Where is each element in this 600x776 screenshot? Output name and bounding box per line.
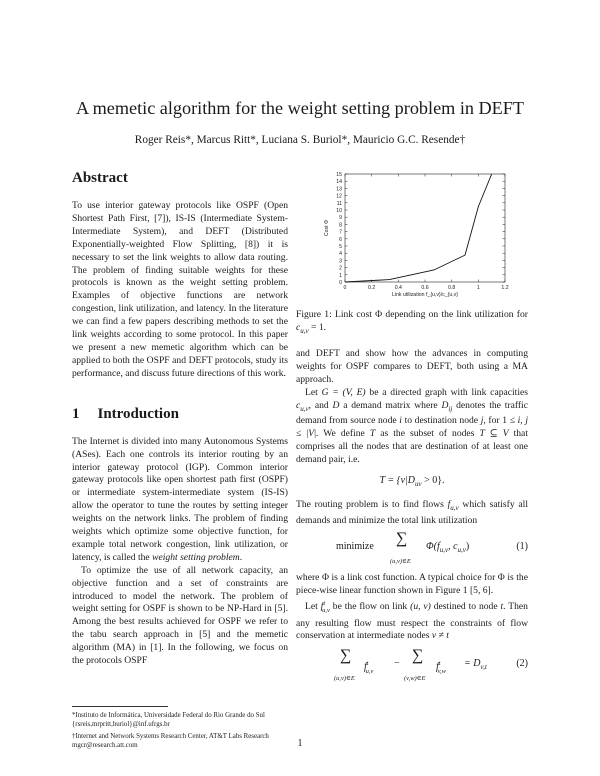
- y-tick-label: 2: [339, 265, 342, 272]
- figure-1: [300, 166, 528, 306]
- math-c: c: [296, 399, 301, 411]
- footnote-rule: [72, 706, 168, 707]
- eq1-minimize: minimize: [336, 540, 374, 552]
- t: Let: [305, 386, 322, 398]
- left-column: [72, 170, 288, 668]
- figure-caption: [296, 309, 528, 338]
- eq2-D-sub: v,t: [480, 663, 487, 672]
- y-tick-label: 7: [339, 229, 342, 236]
- caption-var: c: [296, 321, 301, 333]
- eq2-sum-1: ∑: [340, 647, 352, 665]
- y-tick-label: 1: [339, 272, 342, 279]
- eq2-sum-sub-2: (v,w)∈E: [404, 675, 426, 683]
- section-heading-introduction: [72, 405, 288, 423]
- right-paragraph-4: where Φ is a link cost function. A typical choice for Φ is the piece-wise linear function shown in Figure 1 [5, 6].: [296, 571, 528, 596]
- eq2-f2-sub: v,w: [437, 667, 446, 675]
- x-axis-label: Link utilization f_{u,v}/c_{u,v}: [391, 292, 459, 298]
- math-D: D: [332, 399, 340, 411]
- right-paragraph-2: [296, 387, 528, 467]
- footnote-1: *Instituto de Informática, Universidade Federal do Rio Grande do Sul {rsreis,mrpritt,buriol}@inf.ufrgs.br: [72, 712, 265, 729]
- math-sub: u,v: [300, 404, 309, 413]
- t: be the flow on link: [329, 600, 411, 612]
- t: |. We define: [314, 428, 370, 440]
- math-f: f: [447, 498, 451, 510]
- math-i: i: [399, 415, 402, 427]
- math-vt: v ≠ t: [431, 630, 449, 642]
- link-cost-chart: [300, 166, 528, 306]
- right-paragraph-3: [296, 499, 528, 528]
- t: The routing problem is to find flows: [296, 498, 448, 510]
- eq1-sub2: u,v: [457, 545, 466, 554]
- math-f: f: [320, 600, 324, 612]
- abstract-body: [72, 200, 288, 381]
- authors-text: Roger Reis*, Marcus Ritt*, Luciana S. Buriol*, Mauricio G.C. Resende†: [134, 134, 466, 146]
- plot-frame: [345, 174, 505, 282]
- y-tick-label: 6: [339, 236, 342, 243]
- eq2-number: (2): [516, 658, 528, 670]
- introduction-body: [72, 436, 288, 668]
- section-number: 1: [72, 405, 80, 422]
- math-subset: T ⊆ V: [479, 428, 509, 440]
- eq1-number: (1): [516, 540, 528, 552]
- eq2-sum-2: ∑: [412, 647, 424, 665]
- t: a demand matrix where: [339, 399, 442, 411]
- x-tick-label: 0.2: [368, 285, 376, 291]
- eq2-f2: f: [436, 661, 439, 673]
- t: destined to node: [430, 600, 501, 612]
- eq2-term-2: [436, 658, 446, 678]
- eq1-sub1: u,v: [439, 545, 449, 554]
- math-T: T: [369, 428, 376, 440]
- right-paragraph-5: [296, 598, 528, 644]
- eq2-f2-sup: t: [438, 660, 441, 668]
- t: which satisfy all demands and minimize the total link utilization: [296, 498, 528, 526]
- t: , for 1 ≤: [483, 415, 518, 427]
- equation-1: [296, 529, 528, 566]
- x-tick-label: 1.2: [501, 285, 509, 291]
- math-uv: (u, v): [410, 600, 431, 612]
- eq2-D: = D: [464, 658, 481, 670]
- intro-p1-emphasis: weight setting problem: [152, 551, 240, 563]
- math-T-a: T = {v|D: [379, 475, 415, 487]
- eq2-rhs: [464, 658, 487, 674]
- intro-p1-end: .: [239, 551, 243, 563]
- math-T-end: > 0}.: [421, 475, 445, 487]
- t: . Then any resulting flow must respect the constraints of flow conservation at intermediate nodes: [296, 600, 528, 642]
- y-tick-label: 0: [339, 280, 342, 286]
- eq2-f1-sup: t: [366, 660, 369, 668]
- t: as the subset of nodes: [375, 428, 480, 440]
- abstract-heading: Abstract: [72, 170, 128, 186]
- caption-text: Figure 1: Link cost Φ depending on the link utilization for: [296, 309, 528, 320]
- y-tick-label: 11: [336, 200, 342, 207]
- caption-end: = 1.: [308, 321, 327, 333]
- right-column: [296, 348, 528, 683]
- t: denotes the traffic demand from source node: [296, 399, 528, 427]
- footnote-2: †Internet and Network Systems Research Center, AT&T Labs Research mgcr@research.att.com: [72, 732, 269, 750]
- t: to destination node: [401, 415, 481, 427]
- t: Let: [305, 600, 321, 612]
- y-tick-label: 13: [336, 186, 342, 193]
- equation-2: [296, 649, 528, 683]
- math-T-definition: [296, 475, 528, 491]
- math-T-sub: uv: [414, 480, 422, 489]
- math-ij: i, j: [517, 415, 528, 427]
- math-t: t: [500, 600, 504, 612]
- series-line-0: [345, 174, 492, 282]
- x-tick-label: 0: [343, 285, 347, 291]
- y-tick-label: 12: [336, 193, 342, 200]
- y-tick-label: 9: [339, 215, 342, 222]
- abstract-text: To use interior gateway protocols like OSPF (Open Shortest Path First, [7]), IS-IS (Intermediate System-Intermediate System), and DEFT (Distributed Exponentially-weighted Flow Splitting, [8]) it is necessary to set the link weights to allow data routing. The problem of finding suitable weights for these protocols is known as the weight setting problem. Examples of objective functions are network congestion, link utilization, and latency. In the literature we can find a few papers describing methods to set the link weights according to some protocol. In this paper we present a new memetic algorithm which can be applied to both the OSPF and DEFT protocols, study its performance, and discuss future directions of this work.: [72, 200, 288, 379]
- t: that comprises all the nodes that are destination of at least one demand pair, i.e.: [296, 428, 528, 466]
- math-D: D: [441, 399, 449, 411]
- eq1-sum-sub: (u,v)∈E: [390, 557, 411, 565]
- y-tick-label: 15: [336, 172, 342, 178]
- page-number: 1: [297, 738, 303, 749]
- x-tick-label: 0.6: [421, 285, 429, 291]
- y-tick-label: 3: [339, 258, 342, 265]
- eq1-sum: ∑: [396, 529, 408, 547]
- y-tick-label: 4: [339, 251, 342, 258]
- math-sub: ij: [448, 404, 453, 413]
- y-axis-label: Cost Φ: [324, 219, 330, 237]
- author-list: [40, 134, 560, 146]
- eq2-sum-sub-1: (u,v)∈E: [334, 675, 355, 683]
- eq2-minus: −: [394, 658, 400, 670]
- y-tick-label: 10: [336, 208, 342, 214]
- t: , and: [308, 399, 333, 411]
- x-tick-label: 1: [476, 285, 480, 291]
- t: be a directed graph with link capacities: [365, 386, 528, 398]
- right-paragraph-1: and DEFT and show how the advances in computing weights for OSPF compares to DEFT, both using a MA approach.: [296, 348, 528, 385]
- eq1-body-a: Φ(f: [426, 540, 440, 552]
- math-sub: u,v: [322, 606, 330, 614]
- math-j: j: [480, 415, 484, 427]
- math-V: V: [308, 428, 315, 440]
- y-tick-label: 14: [336, 179, 342, 186]
- y-tick-label: 8: [339, 222, 342, 229]
- math-sup: t: [323, 599, 326, 607]
- eq1-body-mid: , c: [448, 540, 458, 552]
- math-sub: u,v: [450, 503, 459, 512]
- eq2-f1-sub: u,v: [365, 667, 374, 675]
- paper-title: A memetic algorithm for the weight setting problem in DEFT: [75, 98, 525, 118]
- intro-p1-text: The Internet is divided into many Autonomous Systems (ASes). Each one controls its interior routing by an interior gateway protocol (IGP). Common interior gateway protocols like open shortest path first (OSPF) or intermediate system-intermediate system (IS-IS) allow the operator to tune the routes by setting integer weights on the network links. The problem of finding weights which optimize some objective function, for example total network congestion, link utilization, or latency, is called the: [72, 435, 288, 563]
- intro-paragraph-1: [72, 436, 288, 565]
- caption-sub: u,v: [300, 326, 309, 335]
- eq1-body: [426, 541, 469, 557]
- math-G: G = (V, E): [321, 386, 366, 398]
- y-tick-label: 5: [339, 244, 342, 250]
- section-title: Introduction: [97, 405, 179, 422]
- t: ≤ |: [296, 428, 309, 440]
- eq2-term-1: [364, 658, 373, 678]
- intro-paragraph-2: To optimize the use of all network capacity, an objective function and a set of constraints are introduced to model the network. The problem of weight setting for OSPF is shown to be NP-Hard in [5]. Among the best results achieved for OSPF we refer to the tabu search approach in [5] and the memetic algorithm (MA) in [1]. In the following, we focus on the protocols OSPF: [72, 564, 288, 667]
- x-tick-label: 0.4: [394, 285, 402, 291]
- x-tick-label: 0.8: [448, 285, 456, 291]
- eq2-f1: f: [364, 661, 367, 673]
- eq1-body-end: ): [465, 540, 470, 552]
